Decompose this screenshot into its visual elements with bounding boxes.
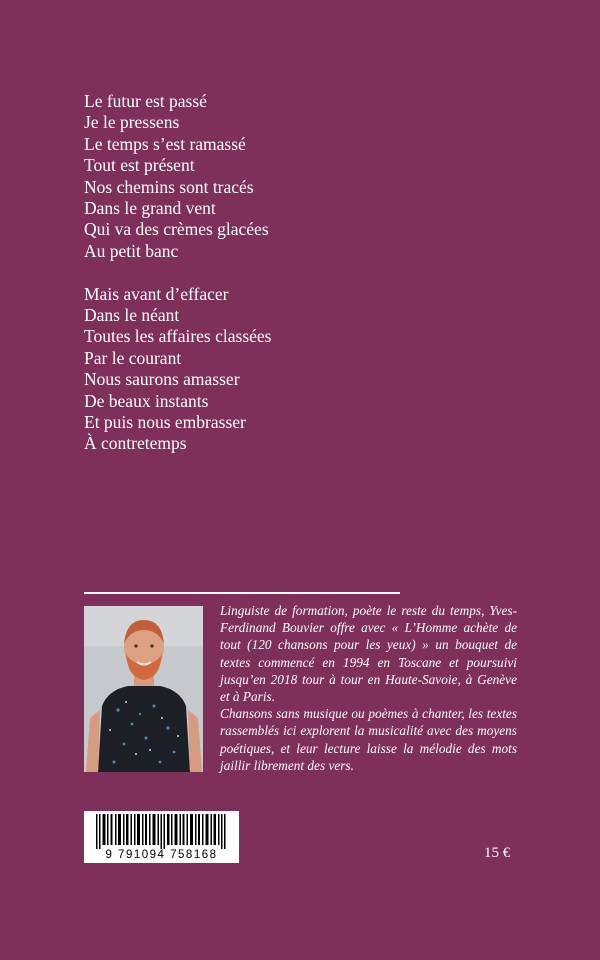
poem-line: Mais avant d’effacer xyxy=(84,283,229,304)
poem-line: Tout est présent xyxy=(84,155,195,176)
poem-line: Nous saurons amasser xyxy=(84,369,240,390)
price-label: 15 € xyxy=(484,845,511,861)
divider-rule xyxy=(84,592,400,594)
stanza-2 xyxy=(84,284,271,455)
isbn-barcode xyxy=(84,811,239,863)
poem-line: De beaux instants xyxy=(84,390,209,411)
poem-line: Et puis nous embrasser xyxy=(84,412,246,433)
poem-line: Au petit banc xyxy=(84,240,179,261)
poem-line: Qui va des crèmes glacées xyxy=(84,219,269,240)
poem-line: À contretemps xyxy=(84,433,187,454)
author-bio xyxy=(220,602,517,774)
author-photo xyxy=(84,606,203,772)
poem-line: Toutes les affaires classées xyxy=(84,326,272,347)
poem-line: Le temps s’est ramassé xyxy=(84,133,246,154)
bio-paragraph-1: Linguiste de formation, poète le reste du temps, Yves-Ferdinand Bouvier offre avec « L’Homme achète de tout (120 chansons pour les yeux) » un bouquet de textes commencé en 1994 en Toscane et poursuivi jusqu’en 2018 tour à tour en Haute-Savoie, à Genève et à Paris. xyxy=(220,603,517,705)
poem xyxy=(84,91,271,455)
poem-line: Nos chemins sont tracés xyxy=(84,176,254,197)
poem-line: Dans le néant xyxy=(84,305,180,326)
isbn-number: 9 791094 758168 xyxy=(84,849,239,861)
stanza-1 xyxy=(84,91,271,262)
poem-line: Le futur est passé xyxy=(84,91,207,111)
barcode-bars xyxy=(84,811,239,851)
poem-line: Je le pressens xyxy=(84,112,180,133)
bio-paragraph-2: Chansons sans musique ou poèmes à chanter, les textes rassemblés ici explorent la musicalité avec des moyens poétiques, et leur lecture laisse la mélodie des mots jaillir librement des vers. xyxy=(220,706,517,773)
poem-line: Par le courant xyxy=(84,347,182,368)
poem-line: Dans le grand vent xyxy=(84,198,216,219)
